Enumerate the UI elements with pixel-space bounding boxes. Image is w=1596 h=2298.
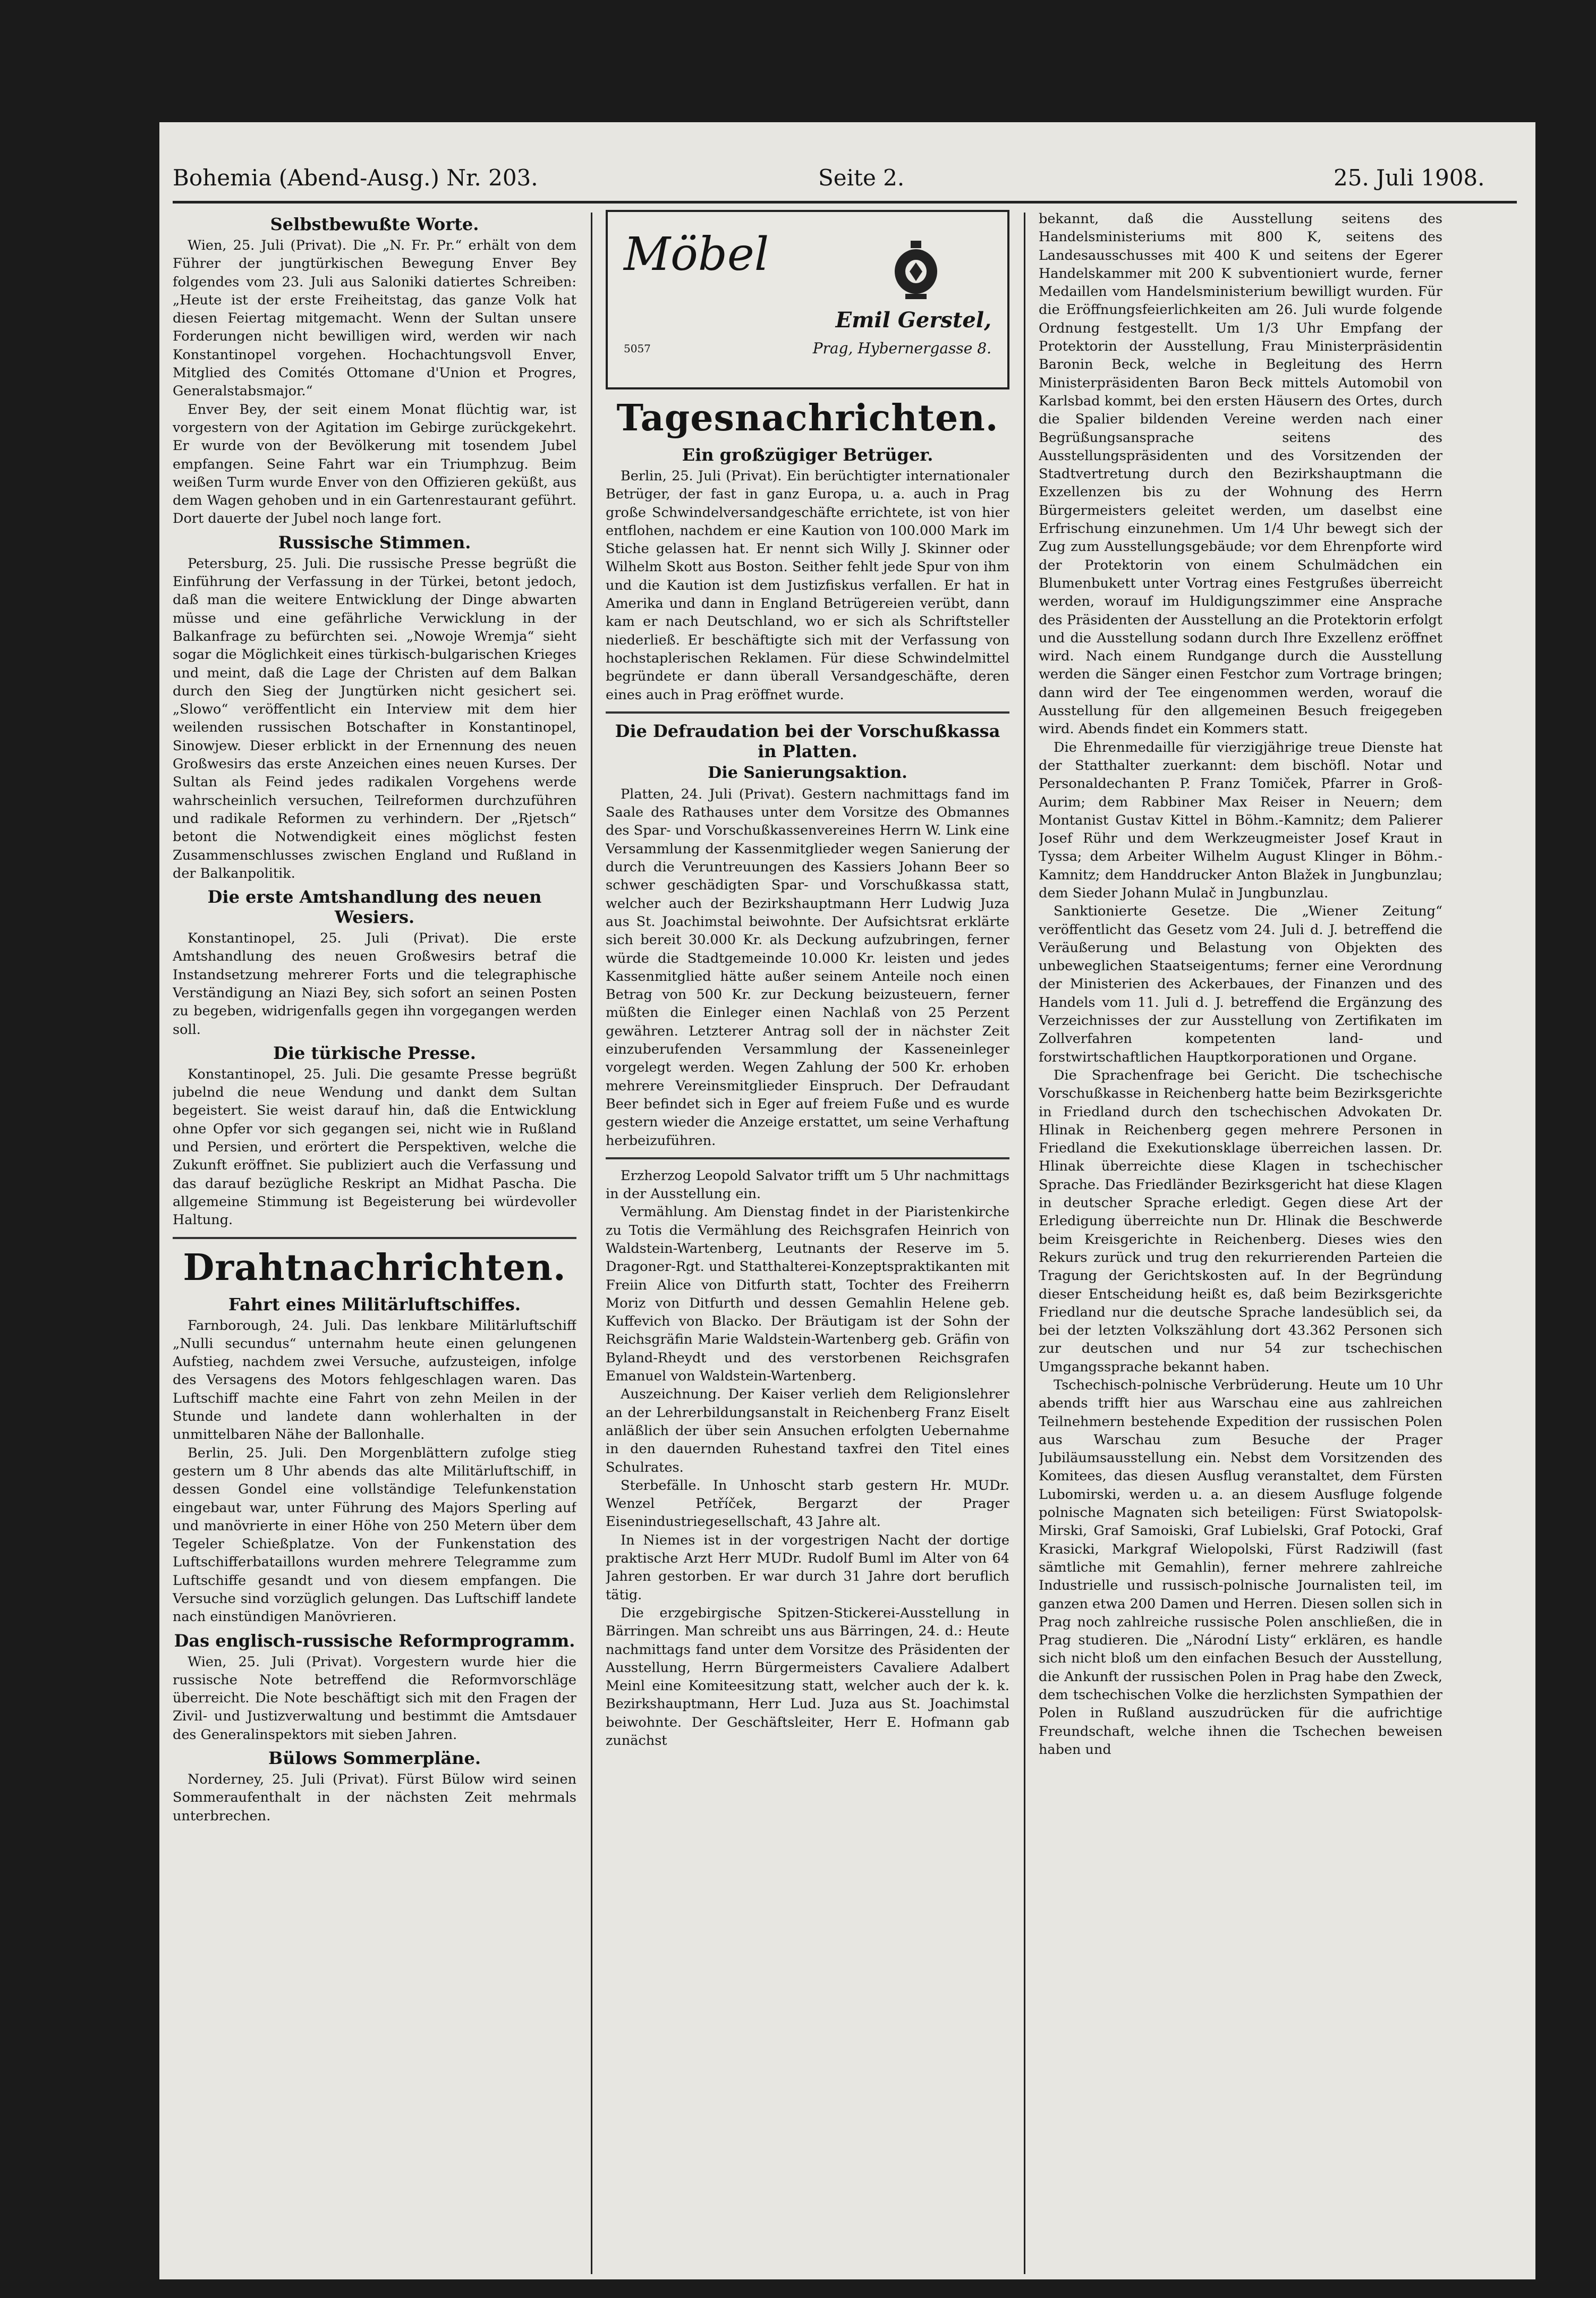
column-1 — [173, 210, 576, 2279]
article-paragraph: Platten, 24. Juli (Privat). Gestern nachmittags fand im Saale des Rathauses unter dem Vorsitze des Obmannes des Spar- und Vorschußkassenvereines Herrn W. Link eine Versammlung der Kassenmitglieder wegen Sanierung der durch die Veruntreuungen des Kassiers Johann Beer so schwer geschädigten Spar- und Vorschußkassa statt, welcher auch der Bezirkshauptmann Herr Ludwig Juza aus St. Joachimstal beiwohnte. Der Aufsichtsrat erklärte sich bereit 30.000 Kr. als Deckung aufzubringen, ferner würde die Stadtgemeinde 10.000 Kr. leisten und jedes Kassenmitglied hätte außer seinem Anteile noch einen Betrag von 500 Kr. zur Deckung beizusteuern, ferner müßten die Einleger einen Nachlaß von 25 Perzent gewähren. Letzterer Antrag soll der in nächster Zeit einzuberufenden Versammlung der Kasseneinleger vorgelegt werden. Wegen Zahlung der 500 Kr. erhoben mehrere Vereinsmitglieder Einspruch. Der Defraudant Beer befindet sich in Eger auf freiem Fuße und es wurde gestern wieder die Anzeige erstattet, um seine Verhaftung herbeizuführen. — [606, 786, 1009, 1149]
ad-company-name: Emil Gerstel, — [835, 308, 991, 333]
article-paragraph: In Niemes ist in der vorgestrigen Nacht der dortige praktische Arzt Herr MUDr. Rudolf Buml im Alter von 64 Jahren gestorben. Er war durch 31 Jahre dort beruflich tätig. — [606, 1532, 1009, 1603]
article-paragraph: Sterbefälle. In Unhoscht starb gestern Hr. MUDr. Wenzel Petříček, Bergarzt der Prager Eisenindustriegesellschaft, 43 Jahre alt. — [606, 1477, 1009, 1530]
heading-defraudation: Die Defraudation bei der Vorschußkassa in Platten. — [615, 720, 1000, 761]
eagle-crest-icon — [889, 239, 943, 302]
section-divider — [606, 1157, 1009, 1159]
article-paragraph: Vermählung. Am Dienstag findet in der Piaristenkirche zu Totis die Vermählung des Reichsgrafen Heinrich von Waldstein-Wartenberg, Leutnants der Reserve im 5. Dragoner-Rgt. und Statthalterei-Konzeptspraktikanten mit Freiin Alice von Ditfurth statt, Tochter des Freiherrn Moriz von Ditfurth und dessen Gemahlin Helene geb. Kuffevich von Blacko. Der Bräutigam ist der Sohn der Reichsgräfin Marie Waldstein-Wartenberg geb. Gräfin von Byland-Rheydt und des verstorbenen Reichsgrafen Emanuel von Waldstein-Wartenberg. — [606, 1204, 1009, 1385]
column-rule-2 — [1024, 213, 1025, 2274]
article-paragraph: Die Sprachenfrage bei Gericht. Die tschechische Vorschußkasse in Reichenberg hatte beim Bezirksgerichte in Friedland durch den tschechischen Advokaten Dr. Hlinak in Reichenberg gegen mehrere Personen in Friedland die Exekutionsklage überreichen lassen. Dr. Hlinak überreichte diese Klagen in tschechischer Sprache. Das Friedländer Bezirksgericht hat diese Klagen in deutscher Sprache erledigt. Gegen diese Art der Erledigung überreichte nun Dr. Hlinak die Beschwerde beim Kreisgerichte in Reichenberg. Dieses wies den Rekurs zurück und trug den rekurrierenden Parteien die Tragung der Gerichtskosten auf. In der Begründung dieser Entscheidung heißt es, daß beim Bezirksgerichte Friedland nur die deutsche Sprache landesüblich sei, da bei der letzten Volkszählung dort 43.362 Personen sich zur deutschen und nur 54 zur tschechischen Umgangssprache bekannt haben. — [1039, 1067, 1442, 1375]
newspaper-page — [159, 122, 1535, 2279]
column-rule-1 — [591, 213, 592, 2274]
article-paragraph: Berlin, 25. Juli. Den Morgenblättern zufolge stieg gestern um 8 Uhr abends das alte Militärluftschiff, in dessen Gondel eine vollständige Telefunkenstation eingebaut war, unter Führung des Majors Sperling auf und manövrierte in einer Höhe von 250 Metern über dem Tegeler Schießplatze. Von der Funkenstation des Luftschifferbataillons wurden mehrere Telegramme zum Luftschiffe gesandt und von diesem empfangen. Die Versuche sind vorzüglich gelungen. Das Luftschiff landete nach einstündigen Manövrieren. — [173, 1445, 576, 1625]
article-paragraph: bekannt, daß die Ausstellung seitens des Handelsministeriums mit 800 K, seitens des Landesausschusses mit 400 K und seitens der Egerer Handelskammer mit 200 K subventioniert wurde, ferner Medaillen vom Handelsministerium bewilligt wurden. Für die Eröffnungsfeierlichkeiten am 26. Juli wurde folgende Ordnung festgestellt. Um 1/3 Uhr Empfang der Protektorin der Ausstellung, Frau Ministerpräsidentin Baronin Beck, welche in Begleitung des Herrn Ministerpräsidenten Baron Beck mittels Automobil von Karlsbad kommt, bei den ersten Häusern des Ortes, durch die Spalier bildenden Vereine werden nach einer Begrüßungsansprache seitens des Ausstellungspräsidenten und des Vorsitzenden der Stadtvertretung durch den Bezirkshauptmann die Exzellenzen bis zu der Wohnung des Herrn Bürgermeisters geleitet werden, um daselbst eine Erfrischung einzunehmen. Um 1/4 Uhr bewegt sich der Zug zum Ausstellungsgebäude; vor dem Ehrenpforte wird der Protektorin von einem Schulmädchen ein Blumenbukett unter Vortrag eines Festgrußes überreicht werden, worauf im Huldigungszimmer eine Ansprache des Präsidenten der Ausstellung an die Protektorin erfolgt und die Ausstellung sodann durch Ihre Exzellenz eröffnet wird. Nach einem Rundgange durch die Ausstellung werden die Sänger einen Festchor zum Vortrage bringen; dann wird der Tee eingenommen werden, worauf die Ausstellung für den allgemeinen Besuch freigegeben wird. Abends findet ein Kommers statt. — [1039, 211, 1442, 737]
article-paragraph: Konstantinopel, 25. Juli. Die gesamte Presse begrüßt jubelnd die neue Wendung und dankt dem Sultan begeistert. Sie weist darauf hin, daß die Entwicklung ohne Opfer vor sich gegangen sei, nicht wie in Rußland und Persien, und erörtert die Perspektiven, welche die Zukunft eröffnet. Sie publiziert auch die Verfassung und das darauf bezügliche Reskript an Midhat Pascha. Die allgemeine Stimmung ist Begeisterung bei würdevoller Haltung. — [173, 1066, 576, 1228]
article-paragraph: Norderney, 25. Juli (Privat). Fürst Bülow wird seinen Sommeraufenthalt in der nächsten Zeit mehrmals unterbrechen. — [173, 1771, 576, 1824]
article-paragraph: Petersburg, 25. Juli. Die russische Presse begrüßt die Einführung der Verfassung in der Türkei, betont jedoch, daß man die weitere Entwicklung der Dinge abwarten müsse und eine gefährliche Verwicklung in der Balkanfrage zu befürchten sei. „Nowoje Wremja“ sieht sogar die Möglichkeit eines türkisch-bulgarischen Krieges und meint, daß die Lage der Christen auf dem Balkan durch den Sieg der Jungtürken nicht gesichert sei. „Slowo“ veröffentlicht ein Interview mit dem hier weilenden russischen Botschafter in Konstantinopel, Sinowjew. Dieser erblickt in der Ernennung des neuen Großwesirs das erste Anzeichen eines neuen Kurses. Der Sultan als Feind jedes radikalen Vorgehens werde wahrscheinlich versuchen, Teilreformen durchzuführen und radikale Reformen zu verhindern. Der „Rjetsch“ betont die Notwendigkeit eines möglichst festen Zusammenschlusses zwischen England und Rußland in der Balkanpolitik. — [173, 555, 576, 881]
article-paragraph: Erzherzog Leopold Salvator trifft um 5 Uhr nachmittags in der Ausstellung ein. — [606, 1167, 1009, 1202]
article-paragraph: Berlin, 25. Juli (Privat). Ein berüchtigter internationaler Betrüger, der fast in ganz Europa, u. a. auch in Prag große Schwindelversandgeschäfte errichtete, ist von hier entflohen, nachdem er eine Kaution von 100.000 Mark im Stiche gelassen hat. Er nennt sich Willy J. Skinner oder Wilhelm Skott aus Boston. Seither fehlt jede Spur von ihm und die Kaution ist dem Justizfiskus verfallen. Er hat in Amerika und dann in England Betrügereien verübt, dann kam er nach Deutschland, wo er sich als Schriftsteller niederließ. Er beschäftigte sich mit der Verfassung von hochstaplerischen Reklamen. Für diese Schwindelmittel begründete er dann überall Versandgeschäfte, deren eines auch in Prag eröffnet wurde. — [606, 468, 1009, 703]
section-divider — [606, 711, 1009, 714]
page-header — [159, 165, 1535, 197]
advertisement-box — [606, 210, 1009, 389]
column-2 — [606, 210, 1009, 2279]
article-paragraph: Die Ehrenmedaille für vierzigjährige treue Dienste hat der Statthalter zuerkannt: dem bischöfl. Notar und Personaldechanten P. Franz Tomiček, Pfarrer in Groß-Aurim; dem Rabbiner Max Reiser in Neuern; dem Montanist Gustav Kittel in Böhm.-Kamnitz; dem Palierer Josef Rühr und dem Werkzeugmeister Josef Kraut in Tyssa; dem Arbeiter Wilhelm August Klinger in Böhm.-Kamnitz; dem Handdrucker Anton Blažek in Jungbunzlau; dem Sieder Johann Mulač in Jungbunzlau. — [1039, 739, 1442, 901]
section-title-drahtnachrichten: Drahtnachrichten. — [183, 1246, 566, 1289]
article-paragraph: Wien, 25. Juli (Privat). Die „N. Fr. Pr.“ erhält von dem Führer der jungtürkischen Bewegung Enver Bey folgendes vom 23. Juli aus Saloniki datiertes Schreiben: „Heute ist der erste Freiheitstag, das ganze Volk hat diesen Feiertag mitgemacht. Wenn der Sultan unsere Forderungen nicht bewilligen wird, werden wir nach Konstantinopel vorgehen. Hochachtungsvoll Enver, Mitglied des Comités Ottomane d'Union et Progres, Generalstabsmajor.“ — [173, 238, 576, 400]
article-paragraph: Konstantinopel, 25. Juli (Privat). Die erste Amtshandlung des neuen Großwesirs betraf die Instandsetzung mehrerer Forts und die telegraphische Verständigung an Niazi Bey, sich sofort an seinen Posten zu begeben, widrigenfalls gegen ihn vorgegangen werden soll. — [173, 930, 576, 1038]
section-divider — [173, 1237, 576, 1239]
ad-code: 5057 — [624, 342, 651, 355]
section-title-tagesnachrichten: Tagesnachrichten. — [616, 397, 999, 439]
article-paragraph: Farnborough, 24. Juli. Das lenkbare Militärluftschiff „Nulli secundus“ unternahm heute einen gelungenen Aufstieg, nachdem zwei Versuche, aufzusteigen, infolge des Versagens des Motors fehlgeschlagen waren. Das Luftschiff machte eine Fahrt von zehn Meilen in der Stunde und landete dann wohlerhalten in der unmittelbaren Nähe der Ballonhalle. — [173, 1317, 576, 1443]
heading-reformprogramm: Das englisch-russische Reformprogramm. — [174, 1630, 575, 1651]
heading-buelows-sommerplaene: Bülows Sommerpläne. — [268, 1748, 481, 1769]
article-paragraph: Tschechisch-polnische Verbrüderung. Heute um 10 Uhr abends trifft hier aus Warschau eine aus zahlreichen Teilnehmern bestehende Expedition der russischen Polen aus Warschau zum Besuche der Prager Jubiläumsausstellung ein. Nebst dem Vorsitzenden des Komitees, das diesen Ausflug veranstaltet, dem Fürsten Lubomirski, werden u. a. an diesem Ausfluge folgende polnische Magnaten sich beteiligen: Fürst Swiatopolsk-Mirski, Graf Samoiski, Graf Lubielski, Graf Potocki, Graf Krasicki, Markgraf Wielopolski, Fürst Radziwill (fast sämtliche mit Gemahlin), ferner mehrere zahlreiche Industrielle und russisch-polnische Journalisten teil, im ganzen etwa 200 Damen und Herren. Diesen sollen sich in Prag noch zahlreiche russische Polen anschließen, die in Prag studieren. Die „Národní Listy“ erklären, es handle sich nicht bloß um den einfachen Besuch der Ausstellung, die Ankunft der russischen Polen in Prag habe den Zweck, dem tschechischen Volke die herzlichsten Sympathien der Polen in Rußland auszudrücken für die aufrichtige Freundschaft, welche ihnen die Tschechen beweisen haben und — [1039, 1377, 1442, 1758]
ad-brand: Möbel — [624, 228, 769, 281]
heading-tuerkische-presse: Die türkische Presse. — [273, 1042, 476, 1063]
subheading-sanierungsaktion: Die Sanierungsaktion. — [708, 763, 907, 782]
header-rule — [173, 201, 1517, 203]
heading-militaerluftschiff: Fahrt eines Militärluftschiffes. — [228, 1294, 521, 1315]
ad-address: Prag, Hybernergasse 8. — [812, 340, 991, 357]
article-paragraph: Die erzgebirgische Spitzen-Stickerei-Ausstellung in Bärringen. Man schreibt uns aus Bärringen, 24. d.: Heute nachmittags fand unter dem Vorsitze des Präsidenten der Ausstellung, Herrn Bürgermeisters Cavaliere Adalbert Meinl eine Komiteesitzung statt, welcher auch der k. k. Bezirkshauptmann, Herr Lud. Juza aus St. Joachimstal beiwohnte. Der Geschäftsleiter, Herr E. Hofmann gab zunächst — [606, 1605, 1009, 1749]
article-paragraph: Auszeichnung. Der Kaiser verlieh dem Religionslehrer an der Lehrerbildungsanstalt in Reichenberg Franz Eiselt anläßlich der über sein Ansuchen erfolgten Uebernahme in den dauernden Ruhestand taxfrei den Titel eines Schulrates. — [606, 1386, 1009, 1476]
heading-russische-stimmen: Russische Stimmen. — [278, 532, 471, 553]
article-paragraph: Wien, 25. Juli (Privat). Vorgestern wurde hier die russische Note betreffend die Reformvorschläge überreicht. Die Note beschäftigt sich mit den Fragen der Zivil- und Justizverwaltung und bestimmt die Amtsdauer des Generalinspektors mit sieben Jahren. — [173, 1653, 576, 1743]
article-paragraph: Enver Bey, der seit einem Monat flüchtig war, ist vorgestern von der Agitation im Gebirge zurückgekehrt. Er wurde von der Bevölkerung mit tosendem Jubel empfangen. Seine Fahrt war ein Triumphzug. Beim weißen Turm wurde Enver von den Offizieren geküßt, aus dem Wagen gehoben und in ein Gartenrestaurant geführt. Dort dauerte der Jubel noch lange fort. — [173, 401, 576, 527]
heading-erste-amtshandlung: Die erste Amtshandlung des neuen Wesiers. — [207, 887, 542, 928]
article-paragraph: Sanktionierte Gesetze. Die „Wiener Zeitung“ veröffentlicht das Gesetz vom 24. Juli d. J. betreffend die Veräußerung und Belastung von Objekten des unbeweglichen Staatseigentums; ferner eine Verordnung der Ministerien des Ackerbaues, der Finanzen und des Handels vom 11. Juli d. J. betreffend die Ergänzung des Verzeichnisses der zur Ausstellung von Zertifikaten im Zollverfahren kompetenten land- und forstwirtschaftlichen Hauptkorporationen und Organe. — [1039, 903, 1442, 1065]
column-3 — [1039, 210, 1442, 2279]
heading-selbstbewusste-worte: Selbstbewußte Worte. — [270, 214, 479, 234]
header-date: 25. Juli 1908. — [1334, 165, 1485, 191]
heading-betrueger: Ein großzügiger Betrüger. — [682, 445, 933, 465]
header-paper-name: Bohemia (Abend-Ausg.) Nr. 203. — [173, 165, 538, 191]
header-page-number: Seite 2. — [818, 165, 905, 191]
